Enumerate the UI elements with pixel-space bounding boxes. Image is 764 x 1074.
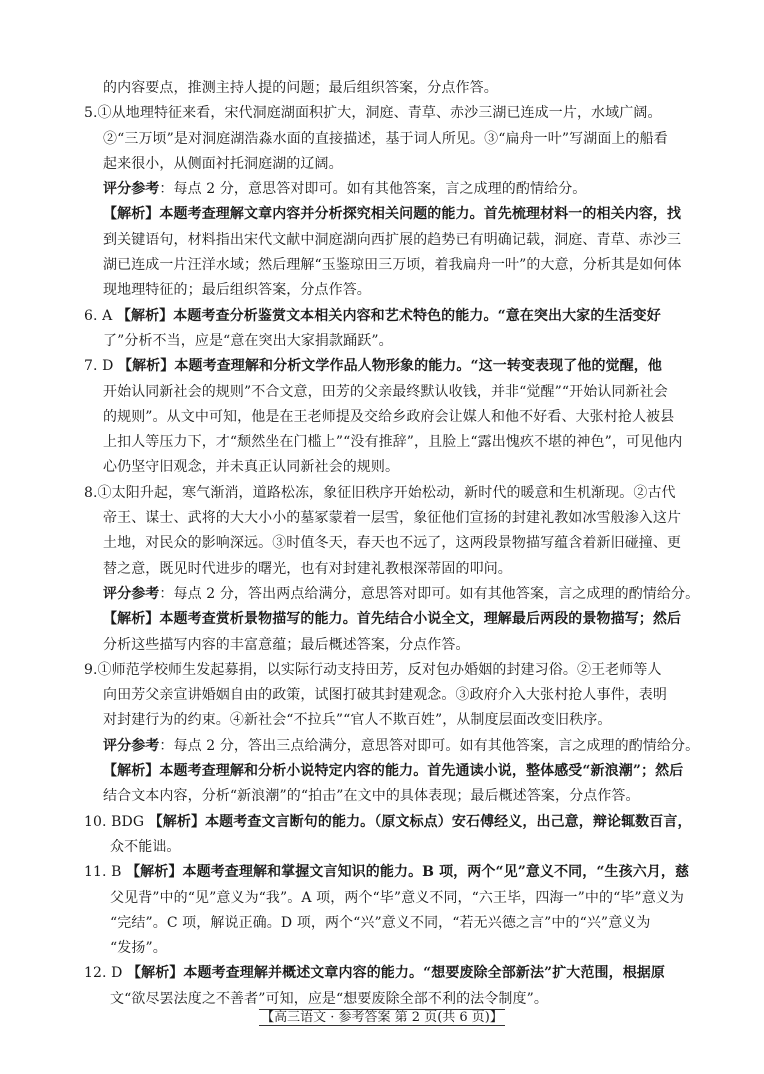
score-text: ：每点 2 分，答出两点给满分，意思答对即可。如有其他答案，言之成理的酌情给分。: [159, 585, 700, 602]
analysis-label: 【解析】: [103, 206, 160, 223]
analysis-label: 【解析】: [148, 813, 206, 830]
text-line: [84, 810, 720, 835]
text-line: 对封建行为的约束。④新社会“不拉兵”“官人不欺百姓”，从制度层面改变旧秩序。: [103, 712, 612, 729]
answer-letter: 10. BDG: [84, 813, 149, 830]
text-line: 帝王、谋士、武将的大大小小的墓冢蒙着一层雪，象征他们宣扬的封建礼教如冰雪般渗入这片: [103, 510, 682, 527]
text-line: 父见背”中的“见”意义为“我”。A 项，两个“毕”意义不同，“六王毕，四海一”中的“毕”意义为: [110, 889, 684, 906]
text-line: 的规则”。从文中可知，他是在王老师提及交给乡政府会让媒人和他不好看、大张村抢人被县: [103, 408, 675, 425]
text-line: 众不能诎。: [110, 838, 181, 855]
answer-q6: [84, 304, 720, 355]
text-line: [84, 304, 720, 329]
answer-q5: [84, 101, 720, 303]
analysis: [84, 202, 720, 227]
text-line: 替之意，既见时代进步的曙光，也有对封建礼教根深蒂固的叩问。: [103, 560, 512, 577]
text-line: 现地理特征的；最后组织答案，分点作答。: [103, 282, 371, 299]
analysis-text: 本题考查分析鉴赏文本相关内容和艺术特色的能力。“意在突出大家的生活变好: [173, 307, 661, 324]
score-label: 评分参考: [103, 585, 160, 602]
text-line: 到关键语句，材料指出宋代文献中洞庭湖向西扩展的趋势已有明确记载，洞庭、青草、赤沙三: [103, 231, 682, 248]
analysis-text: 本题考查理解和分析小说特定内容的能力。首先通读小说，整体感受“新浪潮”；然后: [159, 763, 684, 780]
text-line: 心仍坚守旧观念，并未真正认同新社会的规则。: [103, 459, 400, 476]
analysis-text: 本题考查理解和分析文学作品人物形象的能力。“这一转变表现了他的觉醒，他: [174, 358, 662, 375]
answer-q7: [84, 354, 720, 480]
text-line: 开始认同新社会的规则”不合文意，田芳的父亲最终默认收钱，并非“觉醒”“开始认同新社会: [103, 383, 668, 400]
analysis-text: 本题考查理解和掌握文言知识的能力。B 项，两个“见”意义不同，“生孩六月，慈: [182, 864, 690, 881]
answer-q11: [84, 860, 720, 961]
answer-q8: [84, 481, 720, 658]
text-line: 文“欲尽罢法度之不善者”可知，应是“想要废除全部不利的法令制度”。: [110, 990, 548, 1007]
analysis: [84, 759, 720, 784]
text-line: 5.①从地理特征来看，宋代洞庭湖面积扩大，洞庭、青草、赤沙三湖已连成一片，水域广阔。: [84, 105, 662, 122]
answer-q10: [84, 810, 720, 861]
text-line: “发扬”。: [110, 940, 167, 957]
score-text: ：每点 2 分，意思答对即可。如有其他答案，言之成理的酌情给分。: [159, 181, 587, 198]
text-line: 了”分析不当，应是“意在突出大家捐款踊跃”。: [103, 332, 393, 349]
analysis-text: 本题考查赏析景物描写的能力。首先结合小说全文，理解最后两段的景物描写；然后: [159, 611, 682, 628]
analysis-text: 本题考查理解并概述文章内容的能力。“想要废除全部新法”扩大范围，根据原: [183, 965, 666, 982]
score-label: 评分参考: [103, 181, 160, 198]
text-line: 分析这些描写内容的丰富意蕴；最后概述答案，分点作答。: [103, 636, 470, 653]
score-label: 评分参考: [103, 737, 160, 754]
q4-continuation: [84, 76, 720, 101]
analysis-label: 【解析】: [103, 611, 160, 628]
answer-letter: 7. D: [84, 358, 118, 375]
text-line: 8.①太阳升起，寒气渐消，道路松冻，象征旧秩序开始松动，新时代的暖意和生机渐现。②古代: [84, 484, 676, 501]
answer-letter: 12. D: [84, 965, 127, 982]
analysis-text: 本题考查文言断句的能力。（原文标点）安石傅经义，出己意，辩论辄数百言，: [205, 813, 692, 830]
text-line: 结合文本内容，分析“新浪潮”的“拍击”在文中的具体表现；最后概述答案，分点作答。: [103, 788, 640, 805]
text-line: 土地，对民众的影响深远。③时值冬天，春天也不远了，这两段景物描写蕴含着新旧碰撞、更: [103, 535, 682, 552]
footer-text: 【高三语文 · 参考答案 第 2 页(共 6 页)】: [261, 1010, 503, 1025]
answer-content: [84, 76, 720, 1012]
text-line: [84, 354, 720, 379]
analysis-label: 【解析】: [117, 358, 175, 375]
text-line: 上扣人等压力下，才“颓然坐在门槛上”“没有推辞”，且脸上“露出愧疚不堪的神色”，可见他内: [103, 434, 683, 451]
analysis: [84, 607, 720, 632]
text-line: 向田芳父亲宣讲婚姻自由的政策，试图打破其封建观念。③政府介入大张村抢人事件，表明: [103, 687, 667, 704]
page-footer: [0, 1008, 764, 1028]
score-reference: [84, 734, 720, 759]
text-line: [84, 860, 720, 885]
text-line: “完结”。C 项，解说正确。D 项，两个“兴”意义不同，“若无兴德之言”中的“兴”意义为: [110, 914, 651, 931]
answer-letter: 6. A: [84, 307, 117, 324]
analysis-label: 【解析】: [103, 763, 160, 780]
text-line: 起来很小，从侧面衬托洞庭湖的辽阔。: [103, 155, 343, 172]
text-line: 9.①师范学校师生发起募捐，以实际行动支持田芳，反对包办婚姻的封建习俗。②王老师等人: [84, 661, 662, 678]
score-text: ：每点 2 分，答出三点给满分，意思答对即可。如有其他答案，言之成理的酌情给分。: [159, 737, 700, 754]
text-line: 湖已连成一片汪洋水域；然后理解“玉鉴琼田三万顷，着我扁舟一叶”的大意，分析其是如何体: [103, 257, 682, 274]
answer-letter: 11. B: [84, 864, 127, 881]
answer-q9: [84, 658, 720, 810]
score-reference: [84, 582, 720, 607]
text-line: 的内容要点，推测主持人提的问题；最后组织答案，分点作答。: [103, 80, 498, 96]
analysis-label: 【解析】: [116, 307, 174, 324]
text-line: [84, 961, 720, 986]
analysis-label: 【解析】: [127, 965, 184, 982]
analysis-text: 本题考查理解文章内容并分析探究相关问题的能力。首先梳理材料一的相关内容，找: [159, 206, 682, 223]
text-line: ②“三万顷”是对洞庭湖浩淼水面的直接描述，基于词人所见。③“扁舟一叶”写湖面上的船看: [103, 130, 668, 147]
analysis-label: 【解析】: [126, 864, 183, 881]
answer-q12: [84, 961, 720, 1012]
score-reference: [84, 177, 720, 202]
